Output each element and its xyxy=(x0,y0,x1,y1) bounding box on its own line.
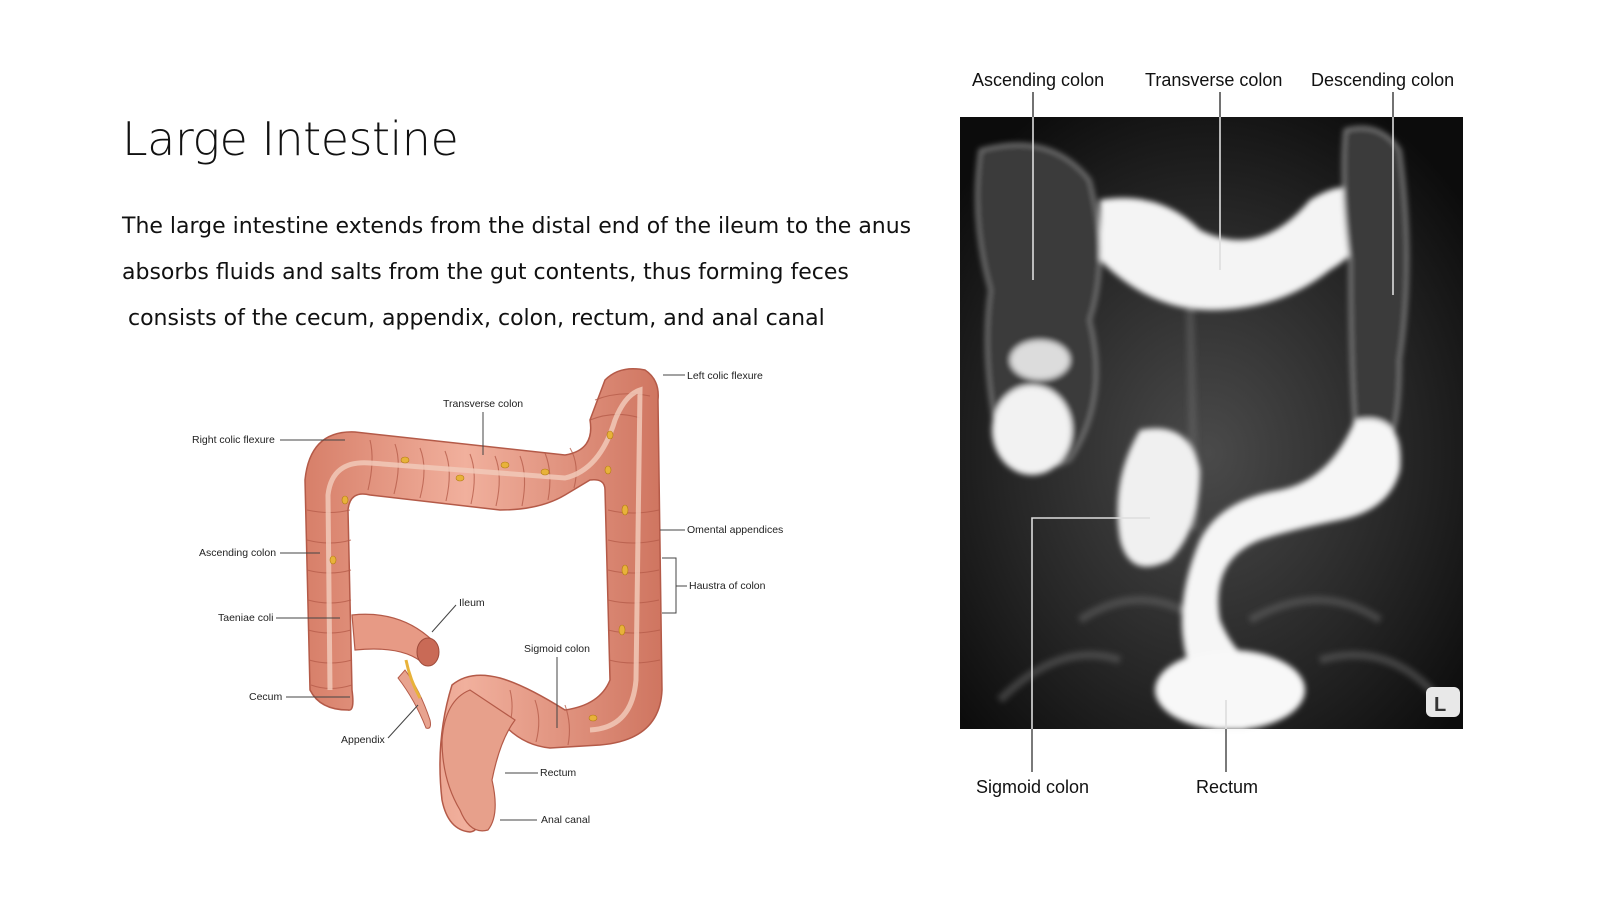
label-anal-canal: Anal canal xyxy=(541,814,591,826)
xray-label-rectum: Rectum xyxy=(1196,777,1259,797)
bullet-item: absorbs fluids and salts from the gut contents, thus forming feces xyxy=(122,260,849,285)
label-taeniae-coli: Taeniae coli xyxy=(218,612,274,624)
label-ileum: Ileum xyxy=(459,597,485,609)
label-sigmoid-colon: Sigmoid colon xyxy=(524,643,590,655)
xray-label-descending-colon: Descending colon xyxy=(1311,70,1455,90)
bullet-list xyxy=(122,212,911,350)
label-left-colic-flexure: Left colic flexure xyxy=(687,370,763,382)
label-omental-appendices: Omental appendices xyxy=(687,524,784,536)
label-ascending-colon: Ascending colon xyxy=(199,547,277,559)
xray-label-sigmoid-colon: Sigmoid colon xyxy=(976,777,1090,797)
colon-illustration xyxy=(170,360,820,860)
label-right-colic-flexure: Right colic flexure xyxy=(192,434,275,446)
slide-title: Large Intestine xyxy=(122,112,459,166)
corner-marker-letter: L xyxy=(1434,694,1447,716)
xray-label-ascending-colon: Ascending colon xyxy=(972,70,1105,90)
bullet-item: The large intestine extends from the distal end of the ileum to the anus xyxy=(122,214,912,239)
label-transverse-colon: Transverse colon xyxy=(443,398,524,410)
label-rectum: Rectum xyxy=(540,767,577,779)
xray-label-transverse-colon: Transverse colon xyxy=(1145,70,1283,90)
label-haustra-of-colon: Haustra of colon xyxy=(689,580,766,592)
label-appendix: Appendix xyxy=(341,734,385,746)
label-cecum: Cecum xyxy=(249,691,283,703)
barium-xray xyxy=(960,60,1520,820)
bullet-item: consists of the cecum, appendix, colon, rectum, and anal canal xyxy=(128,306,825,331)
